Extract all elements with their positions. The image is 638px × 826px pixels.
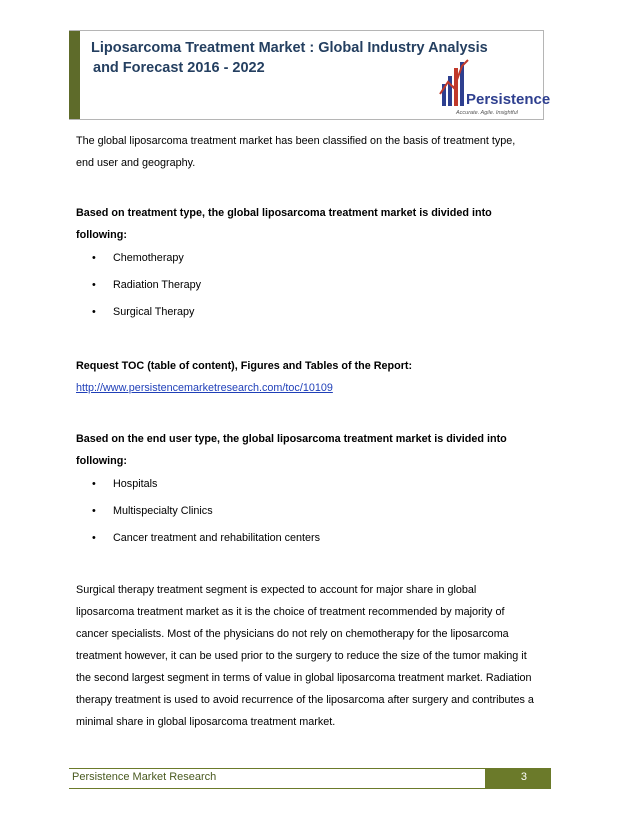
bullet-icon: • xyxy=(92,279,96,291)
summary-line: liposarcoma treatment market as it is the choice of treatment recommended by majority of xyxy=(76,606,505,618)
header-accent-bar xyxy=(69,31,80,119)
intro-paragraph xyxy=(76,130,566,174)
end-user-heading xyxy=(76,428,566,472)
end-user-heading-line-2: following: xyxy=(76,455,127,467)
list-item-label: Cancer treatment and rehabilitation centers xyxy=(113,532,321,544)
summary-line: therapy treatment is used to avoid recurrence of the liposarcoma after surgery and contributes a xyxy=(76,694,534,706)
toc-link[interactable]: http://www.persistencemarketresearch.com/toc/10109 xyxy=(76,382,333,394)
summary-line: treatment however, it can be used prior to the surgery to reduce the size of the tumor making it xyxy=(76,650,527,662)
document-title xyxy=(91,38,488,78)
bullet-icon: • xyxy=(92,478,96,490)
logo-tagline: Accurate. Agile. Insightful xyxy=(456,110,518,116)
title-line-1: Liposarcoma Treatment Market : Global Industry Analysis xyxy=(91,40,488,56)
intro-line-2: end user and geography. xyxy=(76,157,196,169)
treatment-heading-line-2: following: xyxy=(76,229,127,241)
list-item xyxy=(76,500,320,527)
bullet-icon: • xyxy=(92,306,96,318)
summary-line: cancer specialists. Most of the physicians do not rely on chemotherapy for the liposarcoma xyxy=(76,628,509,640)
list-item-label: Radiation Therapy xyxy=(113,279,202,291)
summary-line: Surgical therapy treatment segment is expected to account for major share in global xyxy=(76,584,477,596)
page-footer xyxy=(69,768,551,789)
treatment-list xyxy=(76,247,201,328)
list-item xyxy=(76,473,320,500)
list-item xyxy=(76,527,320,554)
list-item-label: Hospitals xyxy=(113,478,158,490)
list-item-label: Surgical Therapy xyxy=(113,306,195,318)
footer-label: Persistence Market Research xyxy=(72,771,217,783)
page-number-box xyxy=(485,769,551,788)
list-item xyxy=(76,301,201,328)
treatment-heading-line-1: Based on treatment type, the global liposarcoma treatment market is divided into xyxy=(76,207,492,219)
bullet-icon: • xyxy=(92,505,96,517)
summary-line: the second largest segment in terms of value in global liposarcoma treatment market. Radiation xyxy=(76,672,532,684)
summary-paragraph xyxy=(76,579,566,733)
bullet-icon: • xyxy=(92,252,96,264)
logo-wordmark: Persistence xyxy=(466,91,551,108)
persistence-logo xyxy=(440,54,551,120)
title-line-2: and Forecast 2016 - 2022 xyxy=(93,60,265,76)
page-number: 3 xyxy=(520,771,527,783)
list-item-label: Chemotherapy xyxy=(113,252,184,264)
end-user-heading-line-1: Based on the end user type, the global liposarcoma treatment market is divided into xyxy=(76,433,507,445)
treatment-heading xyxy=(76,202,566,246)
summary-line: minimal share in global liposarcoma treatment market. xyxy=(76,716,336,728)
list-item xyxy=(76,247,201,274)
list-item xyxy=(76,274,201,301)
bullet-icon: • xyxy=(92,532,96,544)
intro-line-1: The global liposarcoma treatment market has been classified on the basis of treatment type, xyxy=(76,135,516,147)
list-item-label: Multispecialty Clinics xyxy=(113,505,213,517)
toc-heading: Request TOC (table of content), Figures and Tables of the Report: xyxy=(76,360,413,372)
end-user-list xyxy=(76,473,320,554)
toc-section xyxy=(76,355,566,399)
